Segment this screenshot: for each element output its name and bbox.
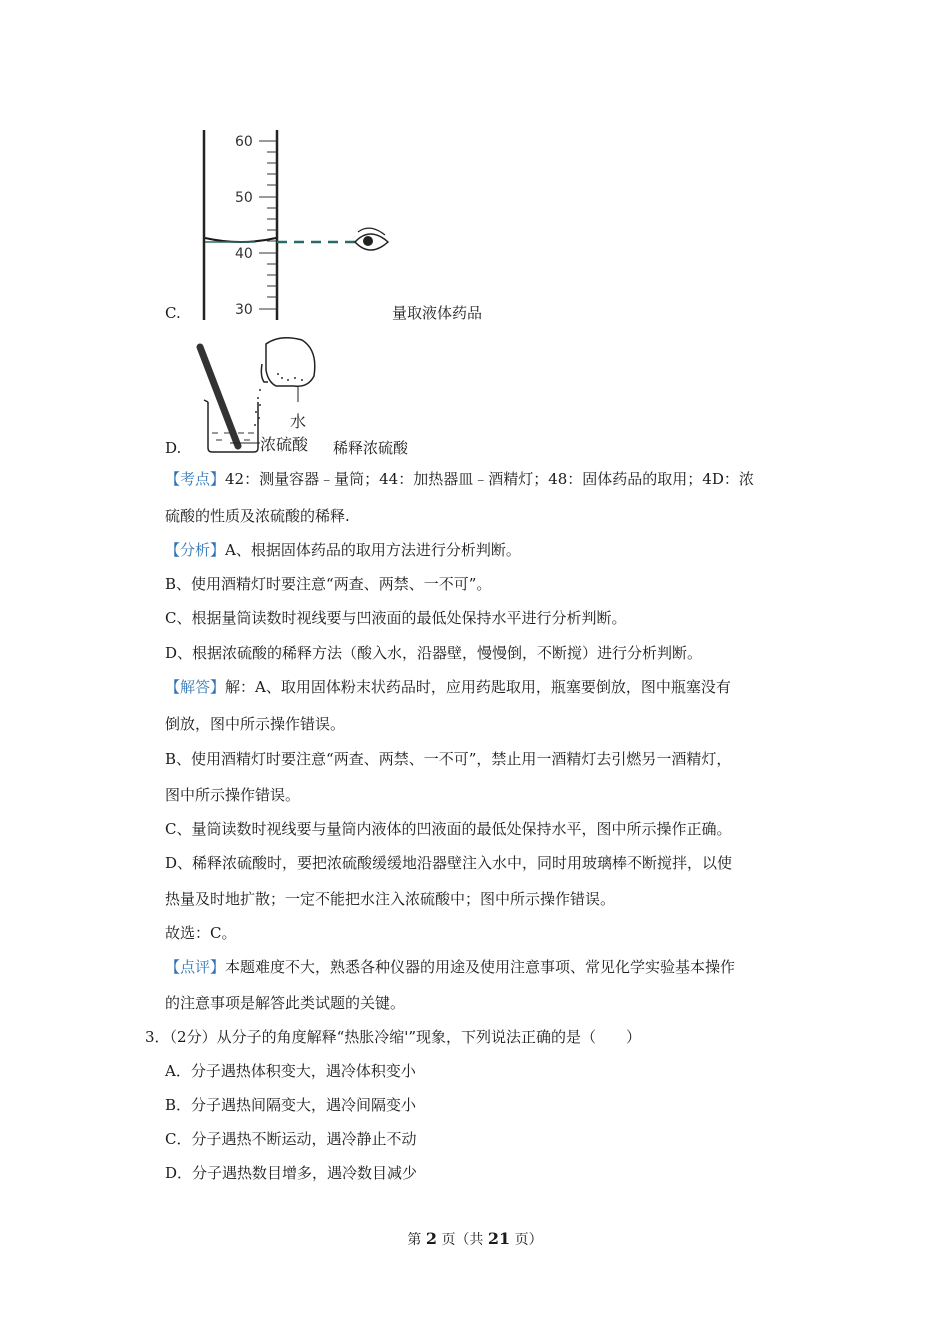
jieda-line-7: 热量及时地扩散；一定不能把水注入浓硫酸中；图中所示操作错误。 (165, 890, 616, 908)
fenxi-line-2: B、使用酒精灯时要注意“两查、两禁、一不可”。 (165, 575, 492, 593)
footer-mid: 页（共 (441, 1232, 484, 1248)
dianping-line-1 (165, 957, 735, 977)
jieda-line-1 (165, 677, 731, 697)
footer-page-number: 2 (425, 1229, 437, 1248)
footer-suffix: 页） (514, 1232, 543, 1248)
jieda-tag: 【解答】 (165, 678, 226, 696)
water-label: 水 (290, 412, 307, 431)
fenxi-text: A、根据固体药品的取用方法进行分析判断。 (225, 541, 521, 559)
dianping-text: 本题难度不大，熟悉各种仪器的用途及使用注意事项、常见化学实验基本操作 (225, 958, 736, 976)
dianping-tag: 【点评】 (165, 958, 226, 976)
question-3-option-c: C．分子遇热不断运动，遇冷静止不动 (165, 1130, 417, 1148)
fenxi-line-3: C、根据量筒读数时视线要与凹液面的最低处保持水平进行分析判断。 (165, 609, 627, 627)
jieda-line-2: 倒放，图中所示操作错误。 (165, 715, 346, 733)
page-footer (0, 1229, 950, 1249)
kaodian-line-2: 硫酸的性质及浓硫酸的稀释. (165, 507, 350, 525)
jieda-line-5: C、量筒读数时视线要与量筒内液体的凹液面的最低处保持水平，图中所示操作正确。 (165, 820, 732, 838)
jieda-line-3: B、使用酒精灯时要注意“两查、两禁、一不可”，禁止用一酒精灯去引燃另一酒精灯， (165, 750, 732, 768)
eye-icon (355, 228, 388, 250)
kaodian-text: 42：测量容器﹣量筒；44：加热器皿﹣酒精灯；48：固体药品的取用；4D：浓 (225, 470, 754, 488)
question-3-option-a: A．分子遇热体积变大，遇冷体积变小 (165, 1062, 416, 1080)
graduated-cylinder-figure (195, 125, 395, 325)
jieda-text: 解：A、取用固体粉末状药品时，应用药匙取用，瓶塞要倒放，图中瓶塞没有 (225, 678, 731, 696)
kaodian-line-1 (165, 469, 754, 489)
jieda-line-6: D、稀释浓硫酸时，要把浓硫酸缓缓地沿器壁注入水中，同时用玻璃棒不断搅拌，以使 (165, 854, 733, 872)
option-c-label: C. (165, 304, 181, 322)
tick-label-60: 60 (235, 134, 253, 150)
fenxi-tag: 【分析】 (165, 541, 226, 559)
jieda-line-4: 图中所示操作错误。 (165, 786, 301, 804)
option-c-caption: 量取液体药品 (392, 304, 483, 322)
tick-label-50: 50 (235, 190, 253, 206)
tick-label-40: 40 (235, 246, 253, 262)
question-3-option-b: B．分子遇热间隔变大，遇冷间隔变小 (165, 1096, 417, 1114)
acid-label: 浓硫酸 (260, 435, 309, 454)
fenxi-line-4: D、根据浓硫酸的稀释方法（酸入水，沿器壁，慢慢倒，不断搅）进行分析判断。 (165, 644, 703, 662)
kaodian-tag: 【考点】 (165, 470, 226, 488)
footer-total-pages: 21 (487, 1229, 511, 1248)
fenxi-line-1 (165, 540, 521, 560)
question-3-option-d: D．分子遇热数目增多，遇冷数目减少 (165, 1164, 418, 1182)
question-3-stem: 3．（2分）从分子的角度解释“热胀冷缩'”现象，下列说法正确的是（ ） (145, 1028, 642, 1046)
jieda-line-8: 故选：C。 (165, 924, 237, 942)
option-d-label: D. (165, 439, 182, 457)
dianping-line-2: 的注意事项是解答此类试题的关键。 (165, 994, 406, 1012)
tick-label-30: 30 (235, 302, 253, 318)
footer-prefix: 第 (407, 1232, 422, 1248)
option-d-caption: 稀释浓硫酸 (333, 439, 409, 457)
